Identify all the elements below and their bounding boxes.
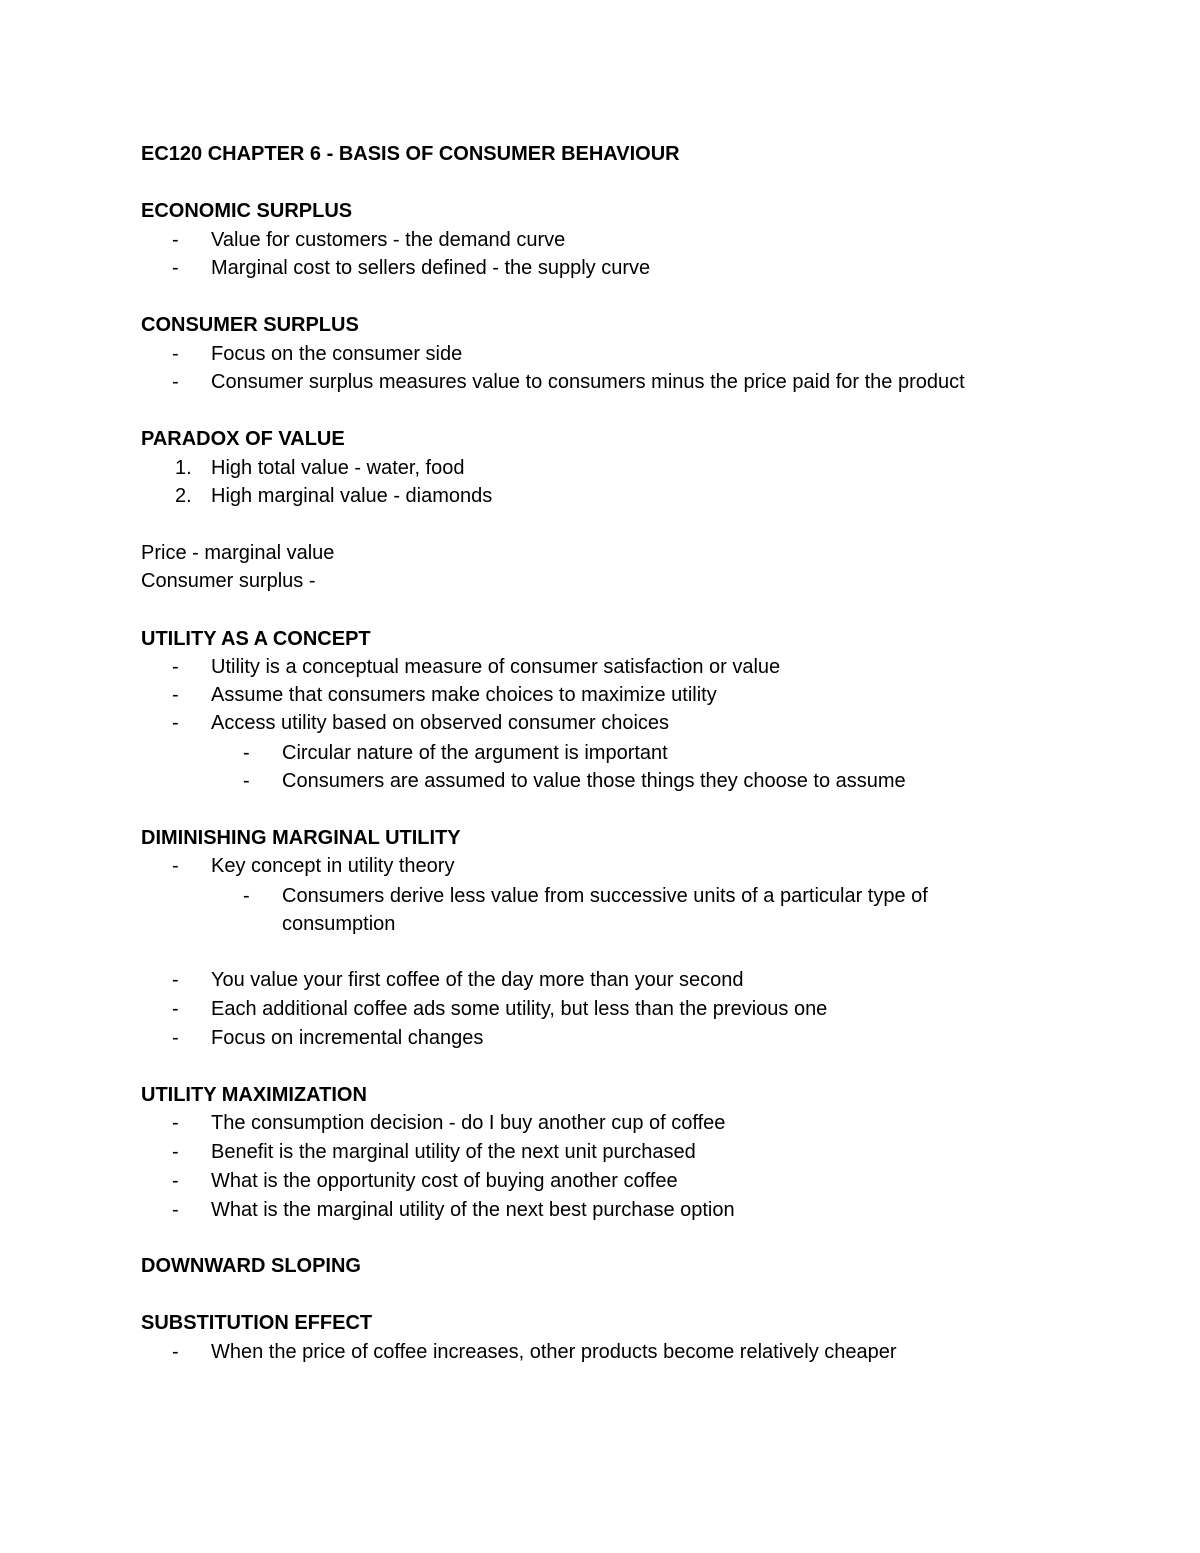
bullet-dash: - [172, 1170, 179, 1192]
list-item-text: Access utility based on observed consumer choices [211, 712, 670, 734]
list-item-text: You value your first coffee of the day more than your second [211, 969, 744, 991]
bullet-dash: - [172, 684, 179, 706]
bullet-dash: - [172, 1199, 179, 1221]
bullet-dash: - [243, 770, 250, 792]
bullet-dash: - [172, 1112, 179, 1134]
heading-consumer-surplus: CONSUMER SURPLUS [141, 314, 359, 336]
bullet-dash: - [243, 885, 250, 907]
bullet-dash: - [172, 855, 179, 877]
bullet-dash: - [172, 998, 179, 1020]
heading-utility-as-a-concept: UTILITY AS A CONCEPT [141, 628, 371, 650]
sub-list-item-text: consumption [282, 913, 396, 935]
list-item-text: Focus on the consumer side [211, 343, 463, 365]
list-item-text: When the price of coffee increases, other products become relatively cheaper [211, 1341, 897, 1363]
bullet-dash: - [172, 712, 179, 734]
bullet-dash: - [172, 229, 179, 251]
note-line: Price - marginal value [141, 542, 335, 564]
note-line: Consumer surplus - [141, 570, 316, 592]
bullet-dash: - [172, 343, 179, 365]
list-item-text: Assume that consumers make choices to maximize utility [211, 684, 717, 706]
heading-utility-maximization: UTILITY MAXIMIZATION [141, 1084, 367, 1106]
heading-diminishing-marginal-utility: DIMINISHING MARGINAL UTILITY [141, 827, 461, 849]
bullet-dash: - [172, 969, 179, 991]
list-item-text: Marginal cost to sellers defined - the supply curve [211, 257, 651, 279]
bullet-dash: - [172, 1027, 179, 1049]
heading-substitution-effect: SUBSTITUTION EFFECT [141, 1312, 373, 1334]
bullet-dash: - [172, 371, 179, 393]
bullet-dash: - [243, 742, 250, 764]
numbered-item-text: High total value - water, food [211, 457, 465, 479]
list-item-text: What is the opportunity cost of buying another coffee [211, 1170, 678, 1192]
numbered-item-text: High marginal value - diamonds [211, 485, 493, 507]
number-marker: 1. [175, 457, 192, 479]
bullet-dash: - [172, 656, 179, 678]
document-title: EC120 CHAPTER 6 - BASIS OF CONSUMER BEHAVIOUR [141, 143, 680, 165]
sub-list-item-text: Consumers are assumed to value those things they choose to assume [282, 770, 906, 792]
bullet-dash: - [172, 257, 179, 279]
sub-list-item-text: Consumers derive less value from successive units of a particular type of [282, 885, 928, 907]
list-item-text: What is the marginal utility of the next best purchase option [211, 1199, 735, 1221]
list-item-text: Benefit is the marginal utility of the next unit purchased [211, 1141, 696, 1163]
number-marker: 2. [175, 485, 192, 507]
heading-paradox-of-value: PARADOX OF VALUE [141, 428, 345, 450]
bullet-dash: - [172, 1341, 179, 1363]
list-item-text: Utility is a conceptual measure of consumer satisfaction or value [211, 656, 781, 678]
sub-list-item-text: Circular nature of the argument is important [282, 742, 668, 764]
bullet-dash: - [172, 1141, 179, 1163]
list-item-text: Key concept in utility theory [211, 855, 455, 877]
heading-economic-surplus: ECONOMIC SURPLUS [141, 200, 353, 222]
list-item-text: Each additional coffee ads some utility, but less than the previous one [211, 998, 828, 1020]
list-item-text: Consumer surplus measures value to consumers minus the price paid for the product [211, 371, 965, 393]
list-item-text: The consumption decision - do I buy another cup of coffee [211, 1112, 726, 1134]
list-item-text: Focus on incremental changes [211, 1027, 484, 1049]
heading-downward-sloping: DOWNWARD SLOPING [141, 1255, 361, 1277]
list-item-text: Value for customers - the demand curve [211, 229, 566, 251]
